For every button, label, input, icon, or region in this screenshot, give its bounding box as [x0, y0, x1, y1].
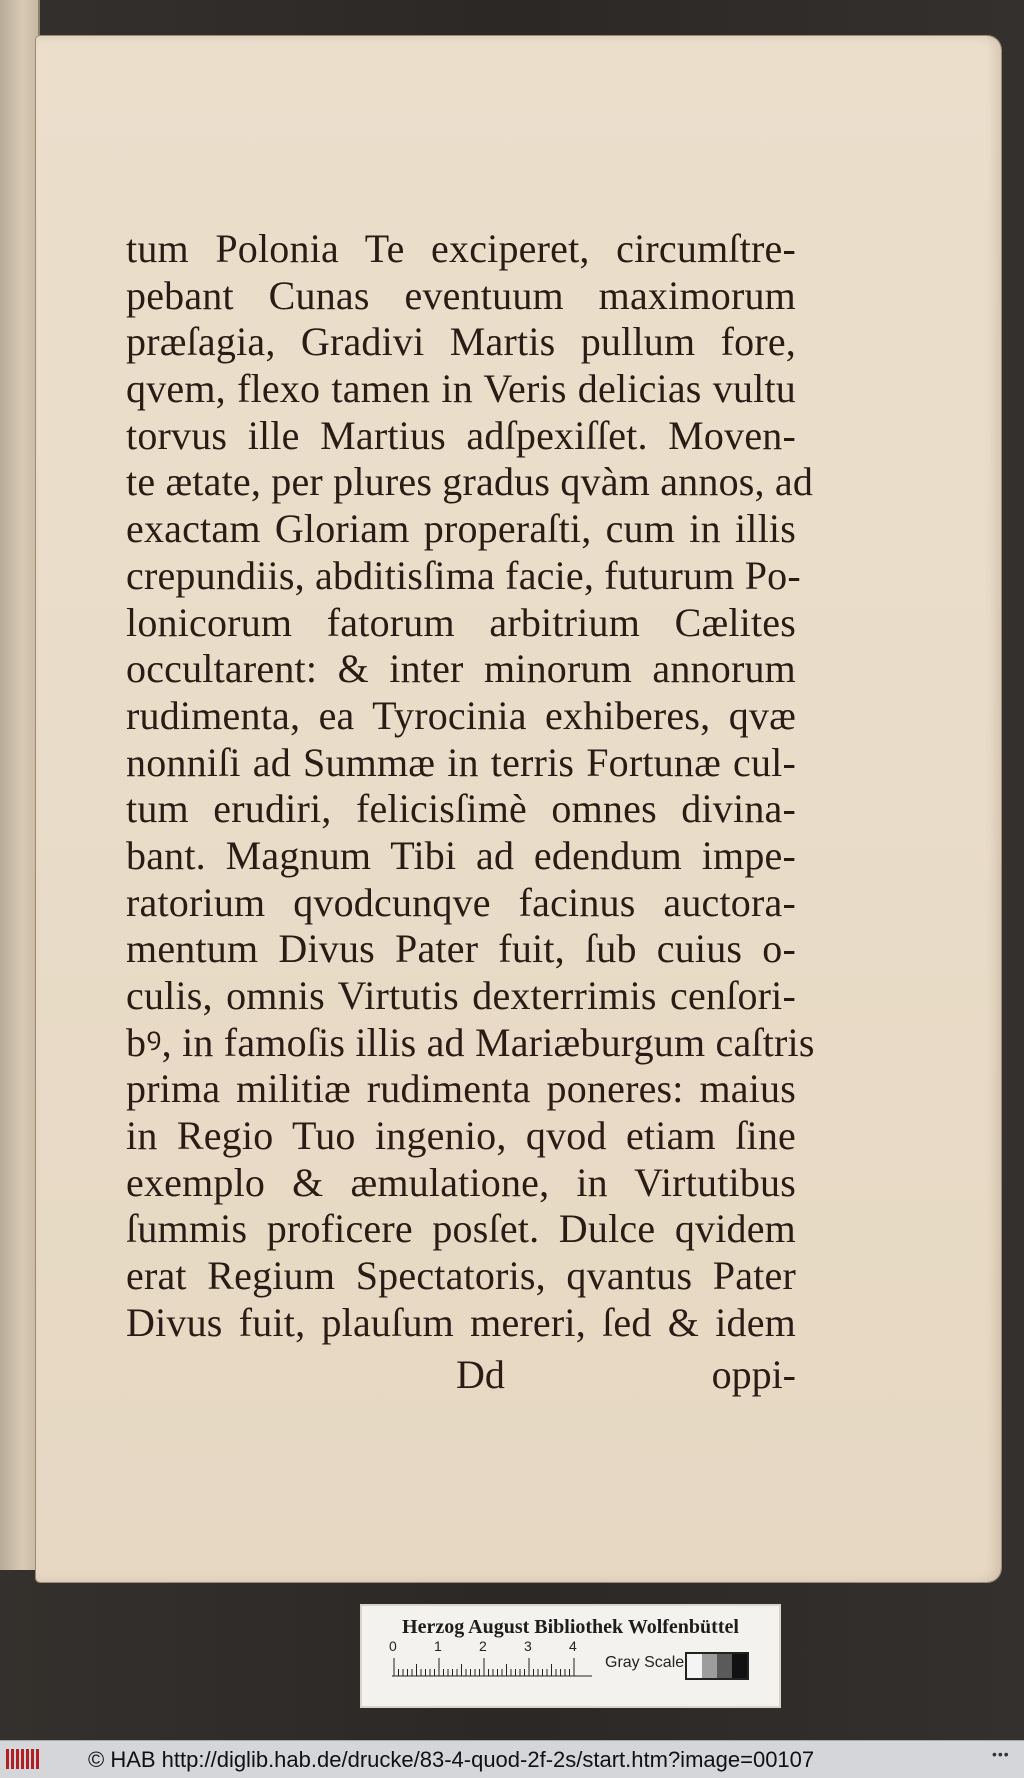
- hab-logo-icon: [6, 1747, 46, 1771]
- footer-bar: [0, 1740, 1024, 1778]
- text-line: culis, omnis Virtutis dexterrimis cenſori-: [126, 973, 796, 1018]
- ruler-number: 4: [569, 1638, 577, 1654]
- text-line: pebant Cunas eventuum maximorum: [126, 272, 796, 318]
- text-line: tum erudiri, felicisſimè omnes divina-: [126, 786, 796, 832]
- text-line: nonniſi ad Summæ in terris Fortunæ cul-: [126, 739, 796, 785]
- document-page: [36, 36, 1001, 1582]
- text-line: bant. Magnum Tibi ad edendum impe-: [126, 832, 796, 878]
- ruler-number: 1: [434, 1638, 442, 1654]
- ruler-number: 2: [479, 1638, 487, 1654]
- text-line: prima militiæ rudimenta poneres: maius: [126, 1066, 796, 1112]
- catchword: oppi-: [711, 1352, 796, 1397]
- text-line: bꝰ, in famoſis illis ad Mariæburgum caſtris: [126, 1019, 815, 1065]
- signature-line: [126, 1351, 796, 1401]
- text-line: erat Regium Spectatoris, qvantus Pater: [126, 1253, 796, 1299]
- signature-mark: Dd: [456, 1352, 505, 1397]
- text-line: præſagia, Gradivi Martis pullum fore,: [126, 319, 796, 365]
- library-label-card: [360, 1604, 781, 1708]
- text-line: exemplo & æmulatione, in Virtutibus: [126, 1159, 796, 1205]
- text-line: qvem, flexo tamen in Veris delicias vultu: [126, 366, 796, 412]
- more-menu-icon[interactable]: •••: [992, 1746, 1010, 1762]
- text-line: exactam Gloriam properaſti, cum in illis: [126, 506, 796, 552]
- text-line: rudimenta, ea Tyrocinia exhiberes, qvæ: [126, 692, 796, 738]
- text-line: in Regio Tuo ingenio, qvod etiam ſine: [126, 1113, 796, 1159]
- text-line: torvus ille Martius adſpexiſſet. Moven-: [126, 412, 796, 458]
- text-line: Divus fuit, plauſum mereri, ſed & idem: [126, 1299, 796, 1345]
- left-page-edge: [0, 0, 40, 1570]
- text-line: lonicorum fatorum arbitrium Cælites: [126, 599, 796, 645]
- text-line: ratorium qvodcunqve facinus auctora-: [126, 879, 796, 925]
- text-line: te ætate, per plures gradus qvàm annos, ad: [126, 459, 814, 505]
- ruler-number: 3: [524, 1638, 532, 1654]
- text-line: occultarent: & inter minorum annorum: [126, 646, 796, 692]
- text-line: mentum Divus Pater fuit, ſub cuius o-: [126, 926, 796, 972]
- grayscale-swatch: [685, 1652, 749, 1680]
- library-title: Herzog August Bibliothek Wolfenbüttel: [402, 1616, 739, 1638]
- text-line: ſummis proficere posſet. Dulce qvidem: [126, 1206, 796, 1252]
- page-text-block: [126, 226, 815, 1347]
- text-line: tum Polonia Te exciperet, circumſtre-: [126, 226, 796, 271]
- grayscale-label: Gray Scale: [605, 1654, 685, 1671]
- footer-url-text[interactable]: © HAB http://diglib.hab.de/drucke/83-4-quod-2f-2s/start.htm?image=00107: [88, 1747, 815, 1772]
- text-line: crepundiis, abditisſima facie, futurum Po-: [126, 552, 801, 598]
- ruler-number: 0: [389, 1638, 397, 1654]
- ruler-icon: [392, 1648, 592, 1678]
